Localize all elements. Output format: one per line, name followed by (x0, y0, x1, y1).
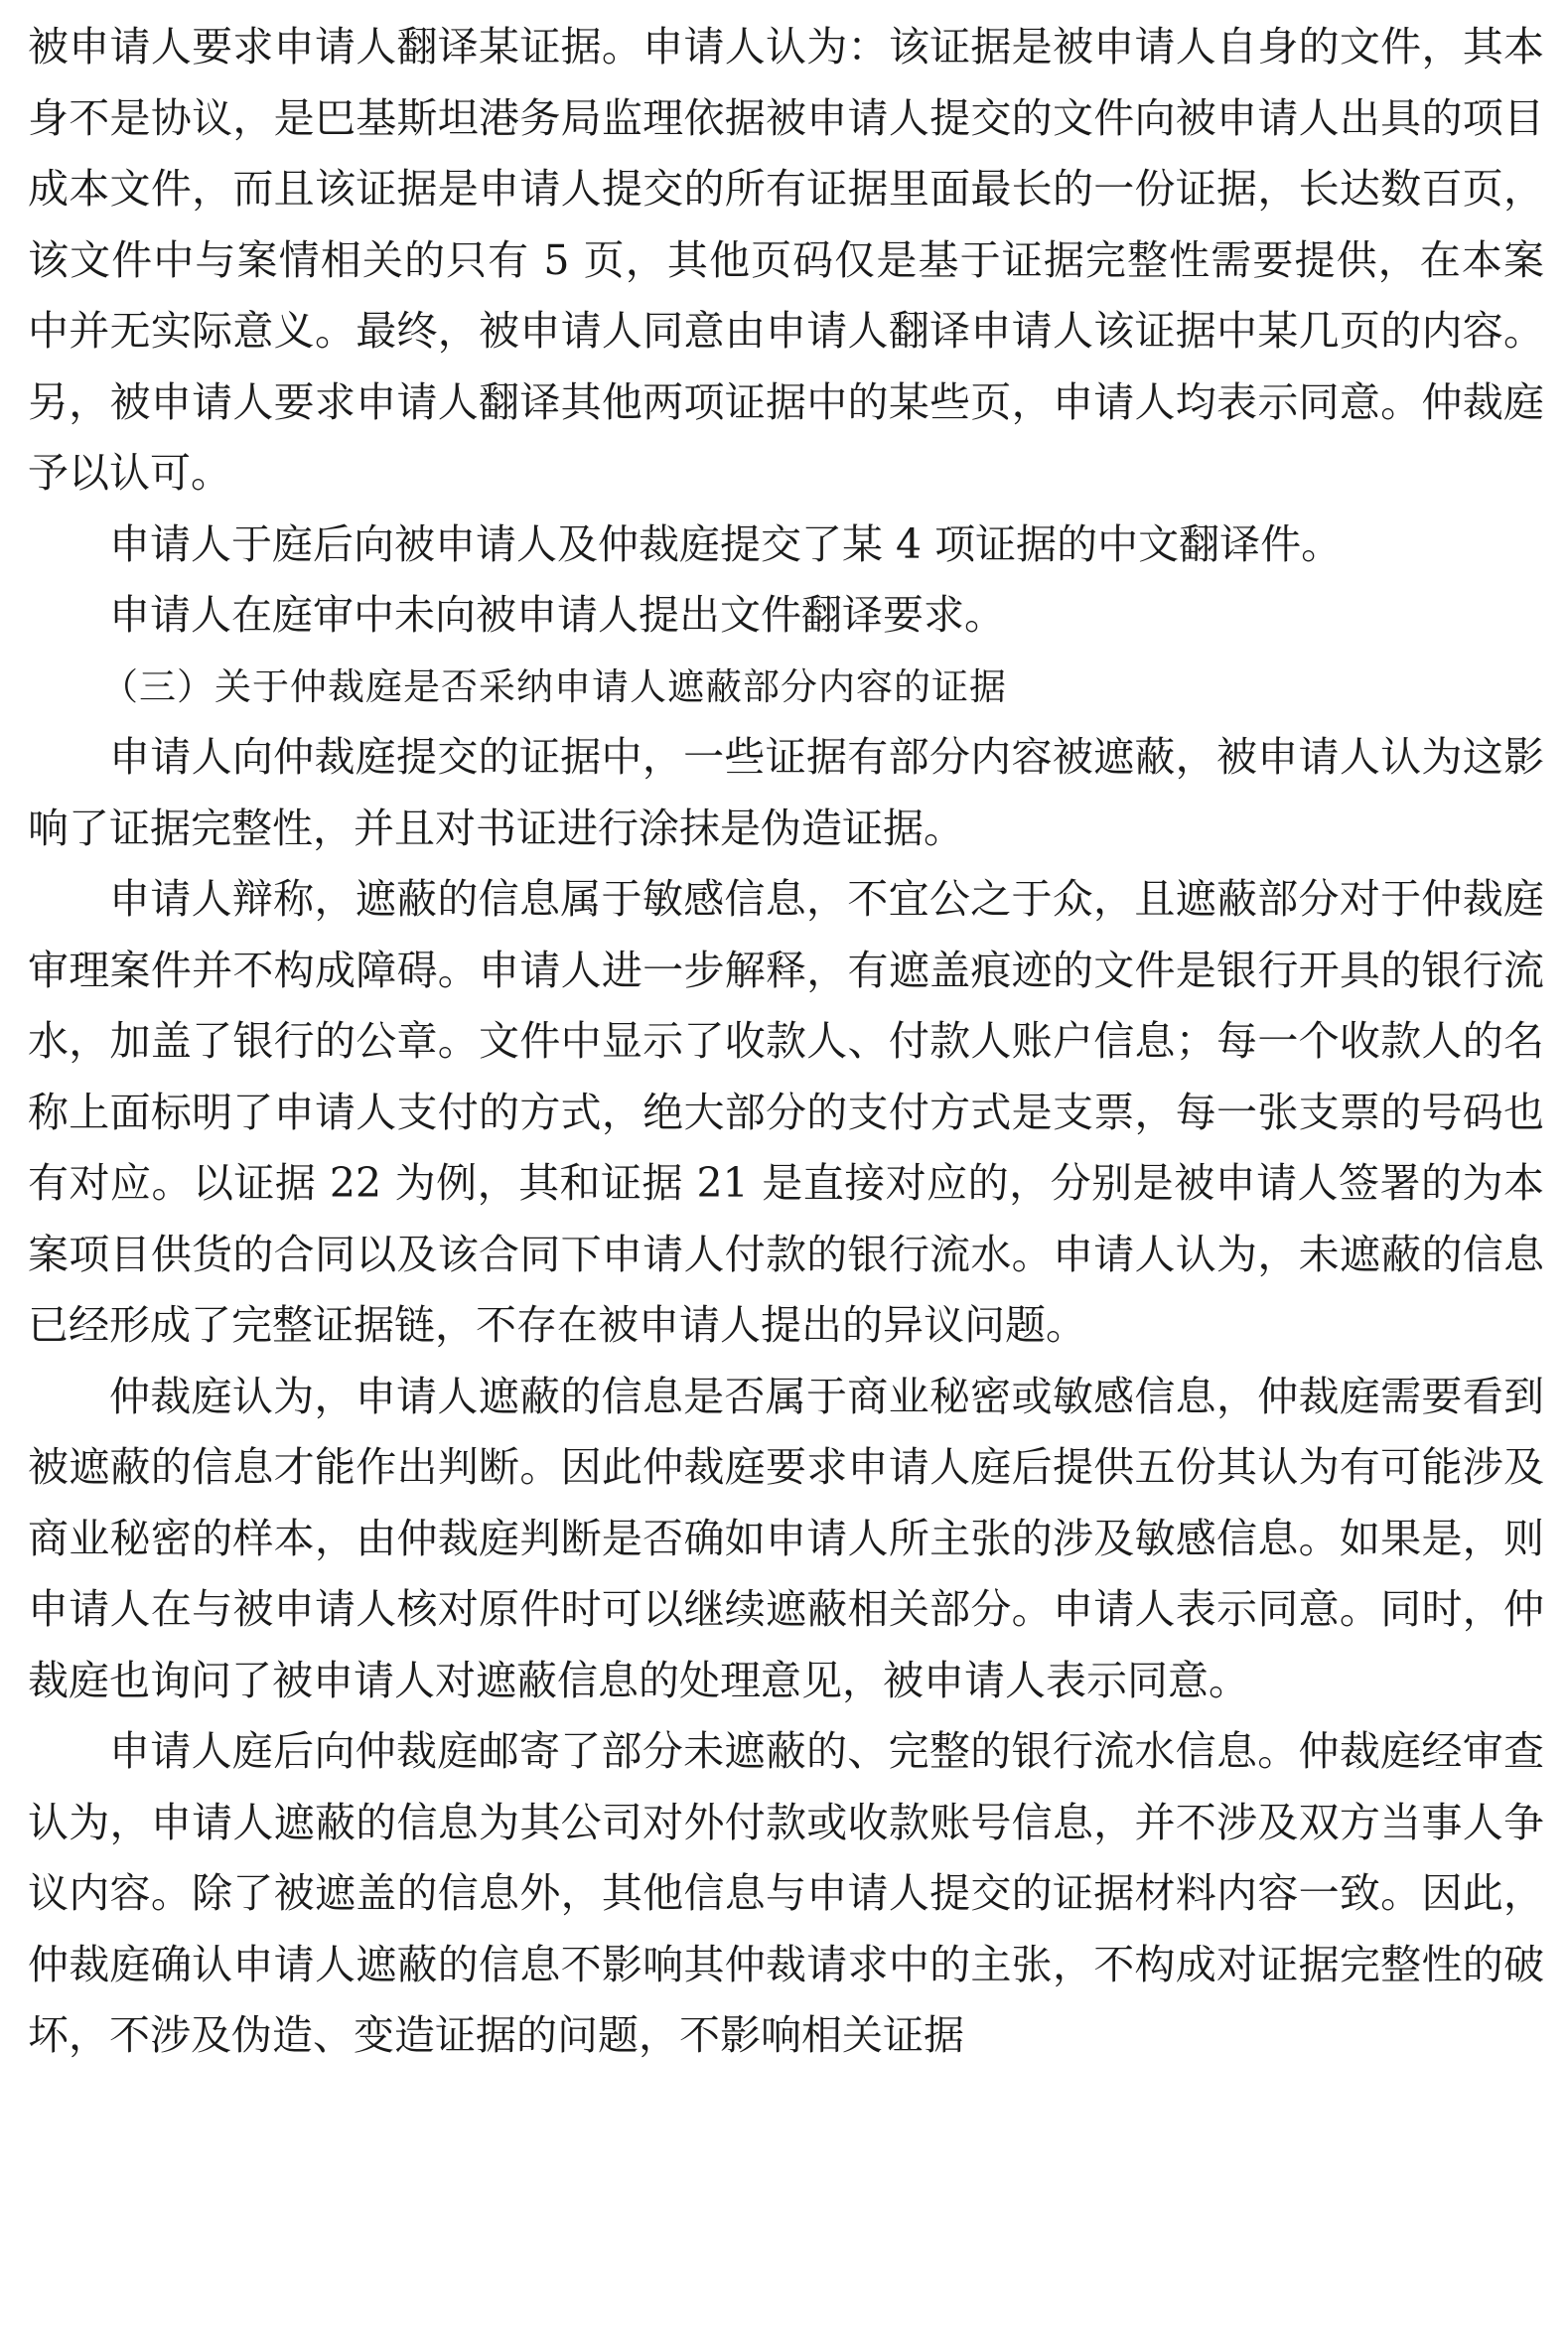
section-heading: （三）关于仲裁庭是否采纳申请人遮蔽部分内容的证据 (101, 664, 1007, 708)
paragraph-tribunal-view: 仲裁庭认为，申请人遮蔽的信息是否属于商业秘密或敏感信息，仲裁庭需要看到被遮蔽的信息才能作出判断。因此仲裁庭要求申请人庭后提供五份其认为有可能涉及商业秘密的样本，由仲裁庭判断是否确如申请人所主张的涉及敏感信息。如果是，则申请人在与被申请人核对原件时可以继续遮蔽相关部分。申请人表示同意。同时，仲裁庭也询问了被申请人对遮蔽信息的处理意见，被申请人表示同意。 (28, 1372, 1544, 1704)
paragraph-translation-submitted: 申请人于庭后向被申请人及仲裁庭提交了某 4 项证据的中文翻译件。 (109, 519, 1343, 568)
paragraph-translation-request: 被申请人要求申请人翻译某证据。申请人认为：该证据是被申请人自身的文件，其本身不是协议，是巴基斯坦港务局监理依据被申请人提交的文件向被申请人出具的项目成本文件，而且该证据是申请人提交的所有证据里面最长的一份证据，长达数百页，该文件中与案情相关的只有 5 页，其他页码仅是基于证据完整性需要提供，在本案中并无实际意义。最终，被申请人同意由申请人翻译申请人该证据中某几页的内容。另，被申请人要求申请人翻译其他两项证据中的某些页，申请人均表示同意。仲裁庭予以认可。 (28, 23, 1544, 497)
paragraph-tribunal-finding: 申请人庭后向仲裁庭邮寄了部分未遮蔽的、完整的银行流水信息。仲裁庭经审查认为，申请人遮蔽的信息为其公司对外付款或收款账号信息，并不涉及双方当事人争议内容。除了被遮盖的信息外，其他信息与申请人提交的证据材料内容一致。因此，仲裁庭确认申请人遮蔽的信息不影响其仲裁请求中的主张，不构成对证据完整性的破坏，不涉及伪造、变造证据的问题，不影响相关证据 (28, 1727, 1544, 2059)
paragraph-claimant-argument: 申请人辩称，遮蔽的信息属于敏感信息，不宜公之于众，且遮蔽部分对于仲裁庭审理案件并不构成障碍。申请人进一步解释，有遮盖痕迹的文件是银行开具的银行流水，加盖了银行的公章。文件中显示了收款人、付款人账户信息；每一个收款人的名称上面标明了申请人支付的方式，绝大部分的支付方式是支票，每一张支票的号码也有对应。以证据 22 为例，其和证据 21 是直接对应的，分别是被申请人签署的为本案项目供货的合同以及该合同下申请人付款的银行流水。申请人认为，未遮蔽的信息已经形成了完整证据链，不存在被申请人提出的异议问题。 (28, 875, 1544, 1349)
paragraph-respondent-objection: 申请人向仲裁庭提交的证据中，一些证据有部分内容被遮蔽，被申请人认为这影响了证据完整性，并且对书证进行涂抹是伪造证据。 (28, 733, 1544, 852)
paragraph-no-translation-request: 申请人在庭审中未向被申请人提出文件翻译要求。 (109, 591, 1005, 639)
